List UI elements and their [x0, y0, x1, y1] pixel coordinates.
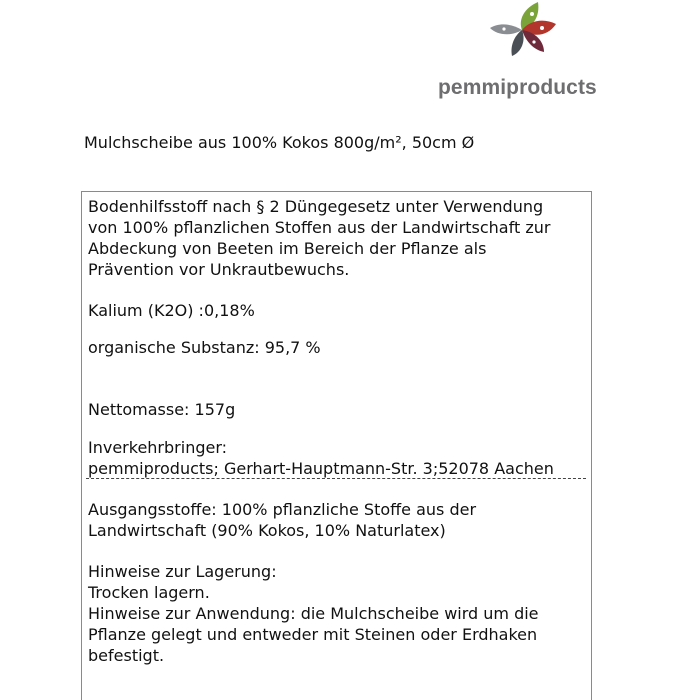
usage-line: Pflanze gelegt und entweder mit Steinen oder Erdhaken: [88, 625, 538, 644]
distributor-heading: Inverkehrbringer:: [88, 438, 228, 457]
ingredients-line: Landwirtschaft (90% Kokos, 10% Naturlatex): [88, 521, 446, 540]
product-title: Mulchscheibe aus 100% Kokos 800g/m², 50cm Ø: [84, 133, 475, 152]
brand-logo-icon: [488, 0, 558, 58]
net-mass: Nettomasse: 157g: [88, 400, 236, 419]
section-divider: [86, 478, 586, 479]
distributor-address: pemmiproducts; Gerhart-Hauptmann-Str. 3;52078 Aachen: [88, 459, 554, 478]
description-line: Abdeckung von Beeten im Bereich der Pflanze als: [88, 239, 487, 258]
storage-instruction: Trocken lagern.: [88, 583, 210, 602]
description-line: von 100% pflanzlichen Stoffen aus der Landwirtschaft zur: [88, 218, 551, 237]
usage-line: Hinweise zur Anwendung: die Mulchscheibe wird um die: [88, 604, 539, 623]
usage-line: befestigt.: [88, 646, 165, 665]
ingredients-line: Ausgangsstoffe: 100% pflanzliche Stoffe aus der: [88, 500, 477, 519]
description-line: Bodenhilfsstoff nach § 2 Düngegesetz unter Verwendung: [88, 197, 544, 216]
storage-heading: Hinweise zur Lagerung:: [88, 562, 277, 581]
organic-content: organische Substanz: 95,7 %: [88, 338, 321, 357]
potassium-content: Kalium (K2O) :0,18%: [88, 301, 255, 320]
description-line: Prävention vor Unkrautbewuchs.: [88, 260, 350, 279]
brand-name: pemmiproducts: [438, 76, 597, 99]
